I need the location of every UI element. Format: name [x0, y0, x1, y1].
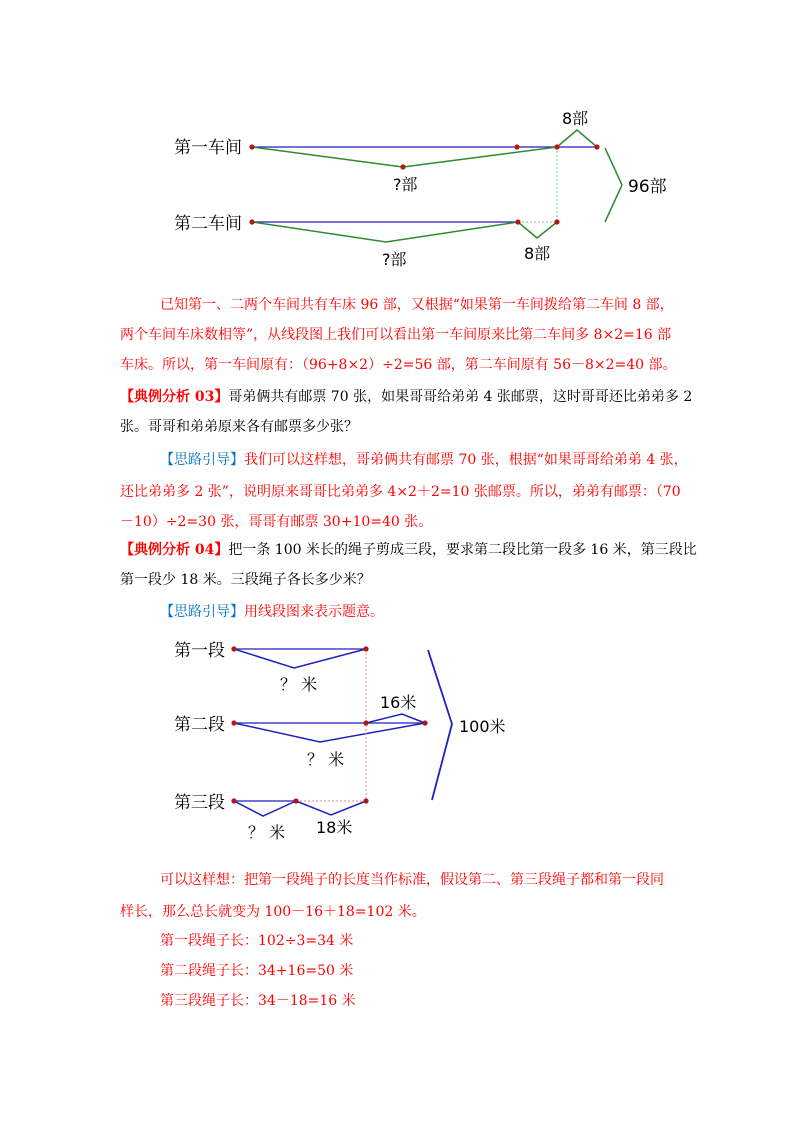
example-04-tag: 【典例分析 04】	[120, 542, 229, 558]
guide-03	[160, 445, 688, 475]
example-04-text-2: 第一段少 18 米。三段绳子各长多少米？	[120, 572, 371, 588]
label-diff-bottom: 8部	[524, 244, 551, 263]
seg2-diff-brace	[366, 714, 425, 723]
paragraph-workshop-solution-cont	[120, 320, 677, 380]
example-04-text: 把一条 100 米长的绳子剪成三段，要求第二段比第一段多 16 米，第三段比	[228, 542, 697, 558]
label-q1: ？ 米	[280, 675, 318, 694]
example-03-text: 哥弟俩共有邮票 70 张，如果哥哥给弟弟 4 张邮票，这时哥哥还比弟弟多 2	[228, 389, 693, 405]
example-03-tag: 【典例分析 03】	[120, 389, 229, 405]
label-total: 96部	[628, 177, 667, 197]
guide-03-text: 我们可以这样想，哥弟俩共有邮票 70 张，根据“如果哥哥给弟弟 4 张，	[244, 452, 688, 468]
label-q3: ？ 米	[248, 823, 286, 842]
workshop2-diff-brace	[518, 222, 557, 238]
solution-step-1: 第一段绳子长：102÷3=34 米	[160, 933, 354, 949]
label-diff-top: 8部	[562, 109, 589, 128]
guide-04-text: 用线段图来表示题意。	[244, 604, 384, 620]
workshop1-diff-brace	[557, 130, 597, 147]
segment-points	[249, 144, 599, 224]
seg3-diff-brace	[296, 801, 366, 815]
solution-intro	[160, 865, 664, 895]
label-workshop2: 第二车间	[174, 214, 242, 234]
label-seg1: 第一段	[174, 641, 225, 661]
seg2-brace	[234, 723, 425, 742]
text-line: 已知第一、二两个车间共有车床 96 部，又根据“如果第一车间拨给第二车间 8 部，	[160, 297, 674, 313]
rope-total-brace	[428, 650, 452, 800]
text-line: 车床。所以，第一车间原有：（96+8×2）÷2=56 部，第二车间原有 56－8×2=40 部。	[120, 357, 677, 373]
total-brace	[605, 148, 622, 222]
workshop2-unknown-brace	[252, 222, 518, 242]
label-16m: 16米	[380, 693, 417, 712]
solution-intro-cont	[120, 897, 426, 927]
example-04	[120, 535, 697, 595]
guide-03-text-3: －10）÷2=30 张，哥哥有邮票 30+10=40 张。	[120, 514, 433, 530]
solution-text-2: 样长，那么总长就变为 100－16＋18=102 米。	[120, 904, 426, 920]
text-line: 两个车间车床数相等”，从线段图上我们可以看出第一车间原来比第二车间多 8×2=16 部	[120, 327, 672, 343]
label-18m: 18米	[316, 818, 353, 837]
label-workshop1: 第一车间	[174, 138, 242, 158]
label-unknown-2: ?部	[382, 250, 407, 269]
solution-step-2: 第二段绳子长：34+16=50 米	[160, 963, 354, 979]
solution-text-1: 可以这样想：把第一段绳子的长度当作标准，假设第二、第三段绳子都和第一段同	[160, 872, 664, 888]
guide-03-text-2: 还比弟弟多 2 张”，说明原来哥哥比弟弟多 4×2＋2=10 张邮票。所以，弟弟有邮票：（70	[120, 484, 681, 500]
guide-03-tag: 【思路引导】	[160, 452, 244, 468]
workshop1-unknown-brace	[252, 147, 557, 167]
label-seg2: 第二段	[174, 715, 225, 735]
line-segment-diagram-rope	[0, 630, 800, 855]
label-q2: ？ 米	[307, 750, 345, 769]
label-100m: 100米	[459, 717, 506, 736]
example-03	[120, 382, 692, 442]
label-unknown-1: ?部	[393, 175, 418, 194]
example-03-text-2: 张。哥哥和弟弟原来各有邮票多少张？	[120, 419, 358, 435]
solution-step-3: 第三段绳子长：34－18=16 米	[160, 993, 356, 1009]
guide-04-tag: 【思路引导】	[160, 604, 244, 620]
guide-03-cont	[120, 477, 681, 537]
solution-steps	[160, 926, 356, 1016]
seg3-brace	[234, 801, 296, 816]
seg1-brace	[234, 649, 366, 668]
guide-04	[160, 597, 384, 627]
paragraph-workshop-solution	[160, 290, 674, 320]
label-seg3: 第三段	[174, 793, 225, 813]
rope-points	[231, 646, 427, 803]
